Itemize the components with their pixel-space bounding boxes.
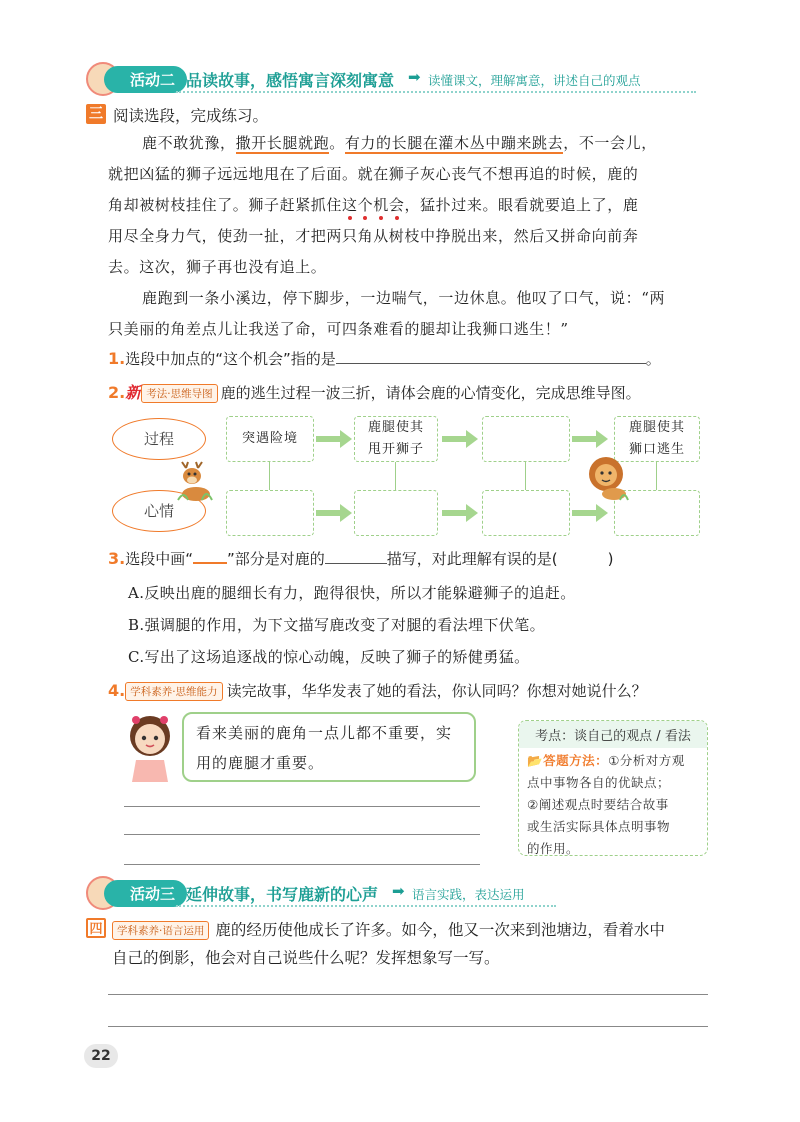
mindmap-mood-box-3[interactable] xyxy=(482,490,570,536)
q3-text-d: ) xyxy=(607,550,614,568)
page-number: 22 xyxy=(84,1044,118,1068)
speech-bubble xyxy=(182,712,476,782)
mindmap-connector xyxy=(656,462,657,490)
new-badge: 新 xyxy=(125,383,142,402)
activity2-label: 活动二 xyxy=(104,66,187,93)
q3-option-c: C.写出了这场追逐战的惊心动魄，反映了狮子的矫健勇猛。 xyxy=(128,648,530,666)
mindmap-arrow xyxy=(442,430,478,448)
tip-line: ①分析对方观 xyxy=(608,753,685,768)
q2-number: 2. xyxy=(108,383,126,402)
q4-tag: 学科素养·思维能力 xyxy=(125,682,222,701)
mindmap-box-3[interactable] xyxy=(482,416,570,462)
bubble-line-2: 用的鹿腿才重要。 xyxy=(196,754,325,772)
mindmap-connector xyxy=(395,462,396,490)
passage-line-3 xyxy=(108,190,638,221)
arrow-icon: ➡ xyxy=(392,882,405,900)
q1-end: 。 xyxy=(645,350,661,368)
arrow-icon: ➡ xyxy=(408,68,421,86)
underlined-phrase-2: 有力的长腿在灌木丛中蹦来跳去 xyxy=(344,134,564,152)
tip-label: 答题方法： xyxy=(543,753,609,768)
mindmap-process-label: 过程 xyxy=(112,418,206,460)
text: 。 xyxy=(329,134,345,152)
tip-title: 考点：谈自己的观点 / 看法 xyxy=(519,721,707,748)
q4-number: 4. xyxy=(108,681,126,700)
q3-option-b: B.强调腿的作用，为下文描写鹿改变了对腿的看法埋下伏笔。 xyxy=(128,616,545,634)
answer-line[interactable] xyxy=(124,834,480,835)
activity3-title: 延伸故事，书写鹿新的心声 xyxy=(186,885,379,904)
deer-illustration xyxy=(176,460,216,502)
section4-text: 鹿的经历使他成长了许多。如今，他又一次来到池塘边，看着水中 xyxy=(215,921,665,939)
passage-line-5: 去。这次，狮子再也没有追上。 xyxy=(108,258,327,276)
q2-text: 鹿的逃生过程一波三折，请体会鹿的心情变化，完成思维导图。 xyxy=(220,384,641,402)
dotted-char: 机 xyxy=(373,196,389,214)
passage-line-4: 用尽全身力气，使劲一扯，才把两只角从树枝中挣脱出来，然后又拼命向前奔 xyxy=(108,227,639,245)
activity2-subtitle: 读懂课文，理解寓意，讲述自己的观点 xyxy=(428,73,641,88)
passage-line-1 xyxy=(142,128,712,159)
activity2-divider xyxy=(176,91,696,93)
section4-tag: 学科素养·语言运用 xyxy=(112,921,209,940)
section3-badge: 三 xyxy=(86,104,106,124)
underlined-phrase-1: 撒开长腿就跑 xyxy=(235,134,330,152)
answer-line[interactable] xyxy=(108,994,708,995)
q3-text-c: 描写，对此理解有误的是( xyxy=(386,550,558,568)
q3-text-b: ”部分是对鹿的 xyxy=(227,550,325,568)
dotted-char: 这 xyxy=(342,196,358,214)
text: 角却被树枝挂住了。狮子赶紧抓住 xyxy=(108,196,343,214)
answer-line[interactable] xyxy=(124,806,480,807)
tip-line: 点中事物各自的优缺点； xyxy=(527,775,671,790)
question-1 xyxy=(108,348,661,369)
text: 鹿不敢犹豫， xyxy=(142,134,236,152)
mindmap-box-1: 突遇险境 xyxy=(226,416,314,462)
dotted-char: 会 xyxy=(388,196,405,214)
underline-sample xyxy=(193,562,227,564)
section3-instruction: 阅读选段，完成练习。 xyxy=(113,107,269,125)
folder-icon: 📂 xyxy=(527,753,544,768)
q3-number: 3. xyxy=(108,549,126,568)
question-3 xyxy=(108,548,614,569)
q1-text: 选段中加点的“这个机会”指的是 xyxy=(125,350,336,368)
question-4 xyxy=(108,680,647,701)
passage-line-7: 只美丽的角差点儿让我送了命，可四条难看的腿却让我狮口逃生！” xyxy=(108,320,569,338)
passage-line-6: 鹿跑到一条小溪边，停下脚步，一边喘气，一边休息。他叹了口气，说：“两 xyxy=(142,289,666,307)
lion-illustration xyxy=(584,454,632,502)
mindmap-connector xyxy=(269,462,270,490)
girl-avatar-illustration xyxy=(122,712,178,782)
mindmap-arrow xyxy=(316,504,352,522)
tip-body xyxy=(519,748,707,862)
question-2 xyxy=(108,380,641,403)
activity2-title: 品读故事，感悟寓言深刻寓意 xyxy=(186,71,395,90)
section4-prompt-line-2: 自己的倒影，他会对自己说些什么呢？发挥想象写一写。 xyxy=(112,949,500,967)
tip-line: ②阐述观点时要结合故事 xyxy=(527,797,669,812)
mindmap-arrow xyxy=(442,504,478,522)
tip-line: 或生活实际具体点明事物 xyxy=(527,819,671,834)
mindmap-mood-box-1[interactable] xyxy=(226,490,314,536)
q3-answer-blank[interactable] xyxy=(325,563,387,564)
activity3-subtitle: 语言实践，表达运用 xyxy=(412,887,525,902)
q3-text-a: 选段中画“ xyxy=(125,550,193,568)
q1-answer-blank[interactable] xyxy=(336,363,646,364)
mindmap-arrow xyxy=(316,430,352,448)
activity3-divider xyxy=(176,905,556,907)
mindmap-arrow xyxy=(572,430,608,448)
mindmap-arrow xyxy=(572,504,608,522)
text: ，不一会儿， xyxy=(563,134,657,152)
dotted-char: 个 xyxy=(357,196,374,214)
passage-line-2: 就把凶猛的狮子远远地甩在了后面。就在狮子灰心丧气不想再追的时候，鹿的 xyxy=(108,165,639,183)
activity3-label: 活动三 xyxy=(104,880,187,907)
mindmap-connector xyxy=(525,462,526,490)
tip-line: 的作用。 xyxy=(527,841,580,856)
answer-line[interactable] xyxy=(108,1026,708,1027)
q3-option-a: A.反映出鹿的腿细长有力，跑得很快，所以才能躲避狮子的追赶。 xyxy=(128,584,576,602)
mindmap-box-4: 鹿腿使其狮口逃生 xyxy=(614,416,700,462)
mindmap-mood-box-2[interactable] xyxy=(354,490,438,536)
answer-line[interactable] xyxy=(124,864,480,865)
section4-prompt-line-1 xyxy=(112,918,665,940)
bubble-line-1: 看来美丽的鹿角一点儿都不重要，实 xyxy=(196,724,453,742)
q4-text: 读完故事，华华发表了她的看法，你认同吗？你想对她说什么？ xyxy=(226,682,647,700)
mindmap-box-2: 鹿腿使其甩开狮子 xyxy=(354,416,438,462)
text: ，猛扑过来。眼看就要追上了，鹿 xyxy=(404,196,639,214)
tip-box xyxy=(518,720,708,856)
mindmap-mood-label: 心情 xyxy=(112,490,206,532)
q2-tag: 考法·思维导图 xyxy=(141,384,217,403)
q1-number: 1. xyxy=(108,349,126,368)
section4-badge: 四 xyxy=(86,918,106,938)
